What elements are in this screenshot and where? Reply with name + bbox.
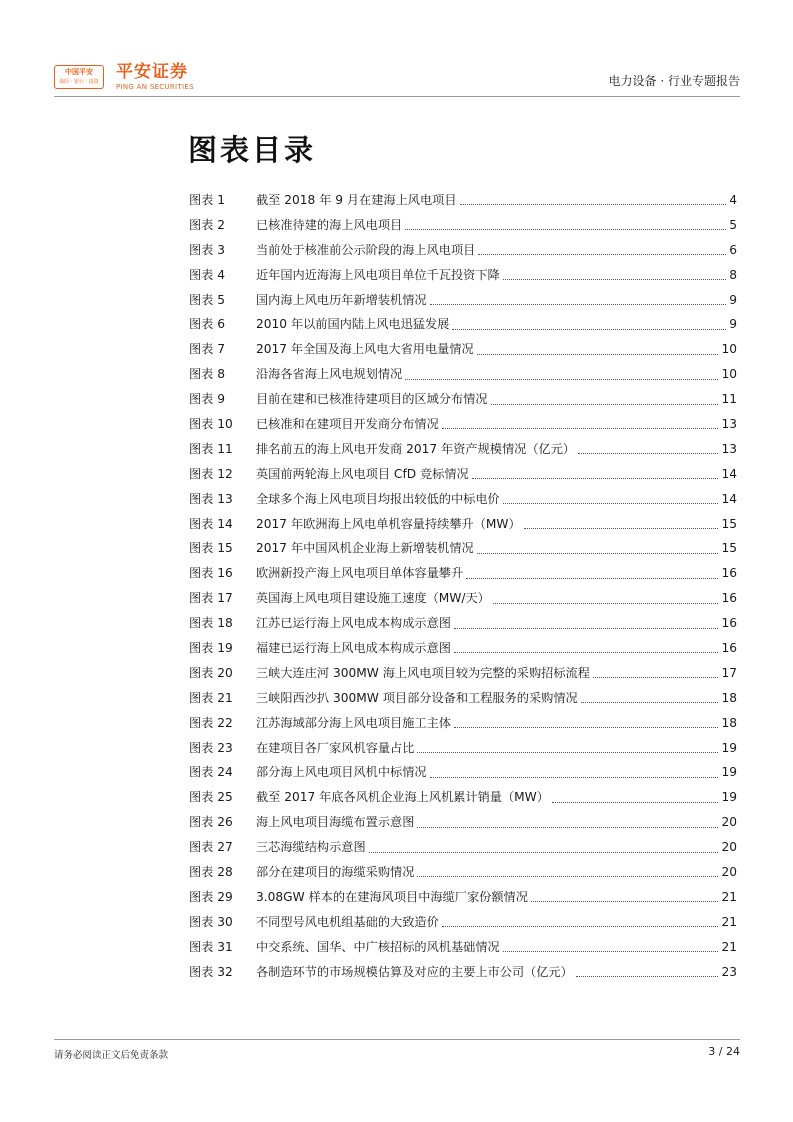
- toc-entry-label: 图表 3: [189, 242, 226, 257]
- toc-entry-page: 18: [721, 690, 737, 705]
- toc-dot-leader: [442, 427, 719, 429]
- toc-entry-label: 图表 25: [189, 790, 233, 805]
- toc-entry-page: 10: [721, 342, 737, 357]
- toc-entry[interactable]: [189, 512, 737, 537]
- toc-entry-label: 图表 4: [189, 267, 226, 282]
- toc-entry-page: 16: [721, 641, 737, 656]
- toc-entry-title: 全球多个海上风电项目均报出较低的中标电价: [256, 491, 500, 506]
- toc-entry[interactable]: [189, 387, 737, 412]
- toc-entry[interactable]: [189, 711, 737, 736]
- toc-entry[interactable]: [189, 835, 737, 860]
- toc-entry-title: 已核准待建的海上风电项目: [256, 217, 403, 232]
- toc-entry-page: 20: [721, 840, 737, 855]
- toc-entry-page: 4: [729, 193, 737, 207]
- toc-dot-leader: [593, 676, 719, 678]
- toc-entry[interactable]: [189, 362, 737, 387]
- toc-entry-label: 图表 8: [189, 367, 226, 382]
- toc-dot-leader: [430, 303, 727, 305]
- toc-dot-leader: [460, 203, 727, 205]
- toc-entry-title: 2010 年以前国内陆上风电迅猛发展: [256, 317, 450, 332]
- toc-entry-label: 图表 13: [189, 491, 233, 506]
- toc-entry-label: 图表 29: [189, 889, 233, 904]
- logo-line-2: 保险 · 银行 · 投资: [59, 79, 99, 85]
- toc-entry-label: 图表 27: [189, 840, 233, 855]
- toc-entry-title: 截至 2017 年底各风机企业海上风机累计销量（MW）: [256, 790, 549, 805]
- toc-entry[interactable]: [189, 661, 737, 686]
- toc-entry[interactable]: [189, 536, 737, 561]
- toc-entry-title: 各制造环节的市场规模估算及对应的主要上市公司（亿元）: [256, 964, 573, 979]
- toc-entry-page: 15: [721, 516, 737, 531]
- toc-dot-leader: [454, 726, 718, 728]
- toc-dot-leader: [493, 602, 719, 604]
- toc-entry[interactable]: [189, 213, 737, 238]
- toc-dot-leader: [576, 975, 719, 977]
- toc-entry-title: 截至 2018 年 9 月在建海上风电项目: [256, 193, 457, 207]
- toc-entry-page: 16: [721, 566, 737, 581]
- toc-dot-leader: [405, 378, 718, 380]
- toc-entry-page: 11: [721, 392, 737, 407]
- brand-name-cn: 平安证券: [116, 62, 188, 82]
- toc-entry-label: 图表 28: [189, 865, 233, 880]
- toc-dot-leader: [417, 875, 718, 877]
- ping-an-logo-icon: [54, 65, 104, 89]
- toc-entry-label: 图表 21: [189, 690, 233, 705]
- toc-dot-leader: [369, 851, 719, 853]
- toc-dot-leader: [552, 801, 719, 803]
- page-header: [54, 62, 740, 94]
- toc-entry-title: 福建已运行海上风电成本构成示意图: [256, 641, 451, 656]
- toc-entry-title: 欧洲新投产海上风电项目单体容量攀升: [256, 566, 464, 581]
- toc-dot-leader: [524, 527, 719, 529]
- toc-entry-page: 19: [721, 740, 737, 755]
- toc-entry-label: 图表 9: [189, 392, 226, 407]
- toc-entry-page: 16: [721, 616, 737, 631]
- toc-entry-page: 21: [721, 889, 737, 904]
- toc-entry-page: 13: [721, 417, 737, 432]
- footer-disclaimer: 请务必阅读正文后免责条款: [54, 1050, 169, 1061]
- toc-entry-page: 20: [721, 865, 737, 880]
- toc-dot-leader: [454, 627, 718, 629]
- toc-dot-leader: [503, 950, 719, 952]
- toc-dot-leader: [477, 552, 719, 554]
- toc-entry-label: 图表 31: [189, 939, 233, 954]
- page-number: 3 / 24: [708, 1045, 740, 1058]
- toc-entry[interactable]: [189, 238, 737, 263]
- toc-entry-title: 沿海各省海上风电规划情况: [256, 367, 403, 382]
- toc-entry-title: 近年国内近海海上风电项目单位千瓦投资下降: [256, 267, 500, 282]
- toc-dot-leader: [466, 577, 718, 579]
- toc-dot-leader: [503, 502, 719, 504]
- toc-entry[interactable]: [189, 288, 737, 313]
- toc-entry-page: 14: [721, 466, 737, 481]
- toc-entry-page: 5: [729, 217, 737, 232]
- toc-entry-label: 图表 15: [189, 541, 233, 556]
- toc-entry-page: 15: [721, 541, 737, 556]
- toc-entry[interactable]: [189, 910, 737, 935]
- toc-entry[interactable]: [189, 337, 737, 362]
- toc-entry-title: 江苏已运行海上风电成本构成示意图: [256, 616, 451, 631]
- toc-entry-label: 图表 5: [189, 292, 226, 307]
- toc-entry[interactable]: [189, 785, 737, 810]
- toc-entry-page: 10: [721, 367, 737, 382]
- toc-entry-title: 中交系统、国华、中广核招标的风机基础情况: [256, 939, 500, 954]
- toc-entry-page: 13: [721, 441, 737, 456]
- toc-entry-page: 9: [729, 317, 737, 332]
- toc-dot-leader: [478, 253, 726, 255]
- toc-entry-page: 9: [729, 292, 737, 307]
- toc-entry[interactable]: [189, 935, 737, 960]
- toc-dot-leader: [472, 477, 719, 479]
- toc-entry-title: 2017 年全国及海上风电大省用电量情况: [256, 342, 474, 357]
- toc-entry-label: 图表 16: [189, 566, 233, 581]
- page-title: 图表目录: [188, 133, 317, 167]
- toc-dot-leader: [405, 228, 726, 230]
- toc-entry-label: 图表 1: [189, 193, 226, 207]
- toc-entry[interactable]: [189, 561, 737, 586]
- toc-entry-title: 排名前五的海上风电开发商 2017 年资产规模情况（亿元）: [256, 441, 576, 456]
- toc-entry-page: 16: [721, 591, 737, 606]
- table-of-figures: [189, 188, 737, 985]
- toc-entry[interactable]: [189, 810, 737, 835]
- toc-dot-leader: [430, 776, 719, 778]
- toc-entry-title: 三峡大连庄河 300MW 海上风电项目较为完整的采购招标流程: [256, 665, 590, 680]
- toc-entry-title: 2017 年中国风机企业海上新增装机情况: [256, 541, 474, 556]
- toc-entry-title: 江苏海域部分海上风电项目施工主体: [256, 715, 451, 730]
- toc-entry[interactable]: [189, 611, 737, 636]
- toc-entry[interactable]: [189, 885, 737, 910]
- toc-entry[interactable]: [189, 188, 737, 213]
- toc-entry-title: 2017 年欧洲海上风电单机容量持续攀升（MW）: [256, 516, 521, 531]
- toc-entry-title: 目前在建和已核准待建项目的区域分布情况: [256, 392, 488, 407]
- toc-entry-page: 8: [729, 267, 737, 282]
- toc-entry-page: 14: [721, 491, 737, 506]
- toc-entry-title: 3.08GW 样本的在建海风项目中海缆厂家份额情况: [256, 889, 528, 904]
- logo-line-1: 中国平安: [65, 68, 93, 76]
- toc-entry-label: 图表 6: [189, 317, 226, 332]
- toc-dot-leader: [581, 701, 719, 703]
- toc-entry-label: 图表 10: [189, 417, 233, 432]
- toc-dot-leader: [452, 328, 726, 330]
- toc-entry[interactable]: [189, 312, 737, 337]
- toc-entry[interactable]: [189, 462, 737, 487]
- toc-entry-label: 图表 17: [189, 591, 233, 606]
- toc-entry-label: 图表 22: [189, 715, 233, 730]
- toc-entry-title: 海上风电项目海缆布置示意图: [256, 815, 415, 830]
- toc-dot-leader: [491, 403, 719, 405]
- toc-dot-leader: [477, 353, 719, 355]
- toc-entry-page: 21: [721, 914, 737, 929]
- header-divider: [54, 96, 740, 97]
- report-type: 电力设备 · 行业专题报告: [608, 74, 740, 88]
- toc-entry-label: 图表 11: [189, 441, 233, 456]
- toc-entry-page: 6: [729, 242, 737, 257]
- toc-entry-label: 图表 18: [189, 616, 233, 631]
- toc-entry-label: 图表 32: [189, 964, 233, 979]
- toc-entry-label: 图表 2: [189, 217, 226, 232]
- toc-entry-label: 图表 24: [189, 765, 233, 780]
- footer-divider: [54, 1039, 740, 1040]
- toc-dot-leader: [454, 651, 718, 653]
- toc-entry[interactable]: [189, 412, 737, 437]
- toc-entry-page: 18: [721, 715, 737, 730]
- toc-entry-title: 三芯海缆结构示意图: [256, 840, 366, 855]
- toc-entry-page: 17: [721, 665, 737, 680]
- toc-entry-label: 图表 30: [189, 914, 233, 929]
- toc-dot-leader: [503, 278, 726, 280]
- toc-entry-page: 21: [721, 939, 737, 954]
- toc-dot-leader: [417, 751, 718, 753]
- toc-entry[interactable]: [189, 487, 737, 512]
- toc-entry-title: 当前处于核准前公示阶段的海上风电项目: [256, 242, 476, 257]
- toc-entry-title: 英国前两轮海上风电项目 CfD 竞标情况: [256, 466, 469, 481]
- toc-dot-leader: [578, 452, 718, 454]
- toc-entry[interactable]: [189, 960, 737, 985]
- toc-entry[interactable]: [189, 760, 737, 785]
- toc-entry-label: 图表 20: [189, 665, 233, 680]
- toc-entry-label: 图表 26: [189, 815, 233, 830]
- toc-dot-leader: [417, 826, 718, 828]
- toc-entry-title: 不同型号风电机组基础的大致造价: [256, 914, 439, 929]
- toc-entry-title: 英国海上风电项目建设施工速度（MW/天）: [256, 591, 490, 606]
- toc-dot-leader: [442, 925, 719, 927]
- toc-entry[interactable]: [189, 636, 737, 661]
- toc-entry-label: 图表 7: [189, 342, 226, 357]
- toc-entry-title: 在建项目各厂家风机容量占比: [256, 740, 415, 755]
- toc-entry-page: 20: [721, 815, 737, 830]
- toc-entry[interactable]: [189, 263, 737, 288]
- toc-entry-label: 图表 12: [189, 466, 233, 481]
- toc-entry-page: 19: [721, 790, 737, 805]
- toc-entry-page: 19: [721, 765, 737, 780]
- brand-name-en: PING AN SECURITIES: [116, 83, 194, 91]
- toc-entry[interactable]: [189, 686, 737, 711]
- toc-entry-page: 23: [721, 964, 737, 979]
- toc-entry[interactable]: [189, 736, 737, 761]
- toc-entry-label: 图表 19: [189, 641, 233, 656]
- toc-entry-title: 部分在建项目的海缆采购情况: [256, 865, 415, 880]
- toc-entry-title: 已核准和在建项目开发商分布情况: [256, 417, 439, 432]
- toc-entry-title: 部分海上风电项目风机中标情况: [256, 765, 427, 780]
- toc-dot-leader: [531, 900, 719, 902]
- toc-entry-label: 图表 23: [189, 740, 233, 755]
- toc-entry[interactable]: [189, 586, 737, 611]
- toc-entry-title: 三峡阳西沙扒 300MW 项目部分设备和工程服务的采购情况: [256, 690, 578, 705]
- toc-entry[interactable]: [189, 860, 737, 885]
- toc-entry-title: 国内海上风电历年新增装机情况: [256, 292, 427, 307]
- toc-entry-label: 图表 14: [189, 516, 233, 531]
- toc-entry[interactable]: [189, 437, 737, 462]
